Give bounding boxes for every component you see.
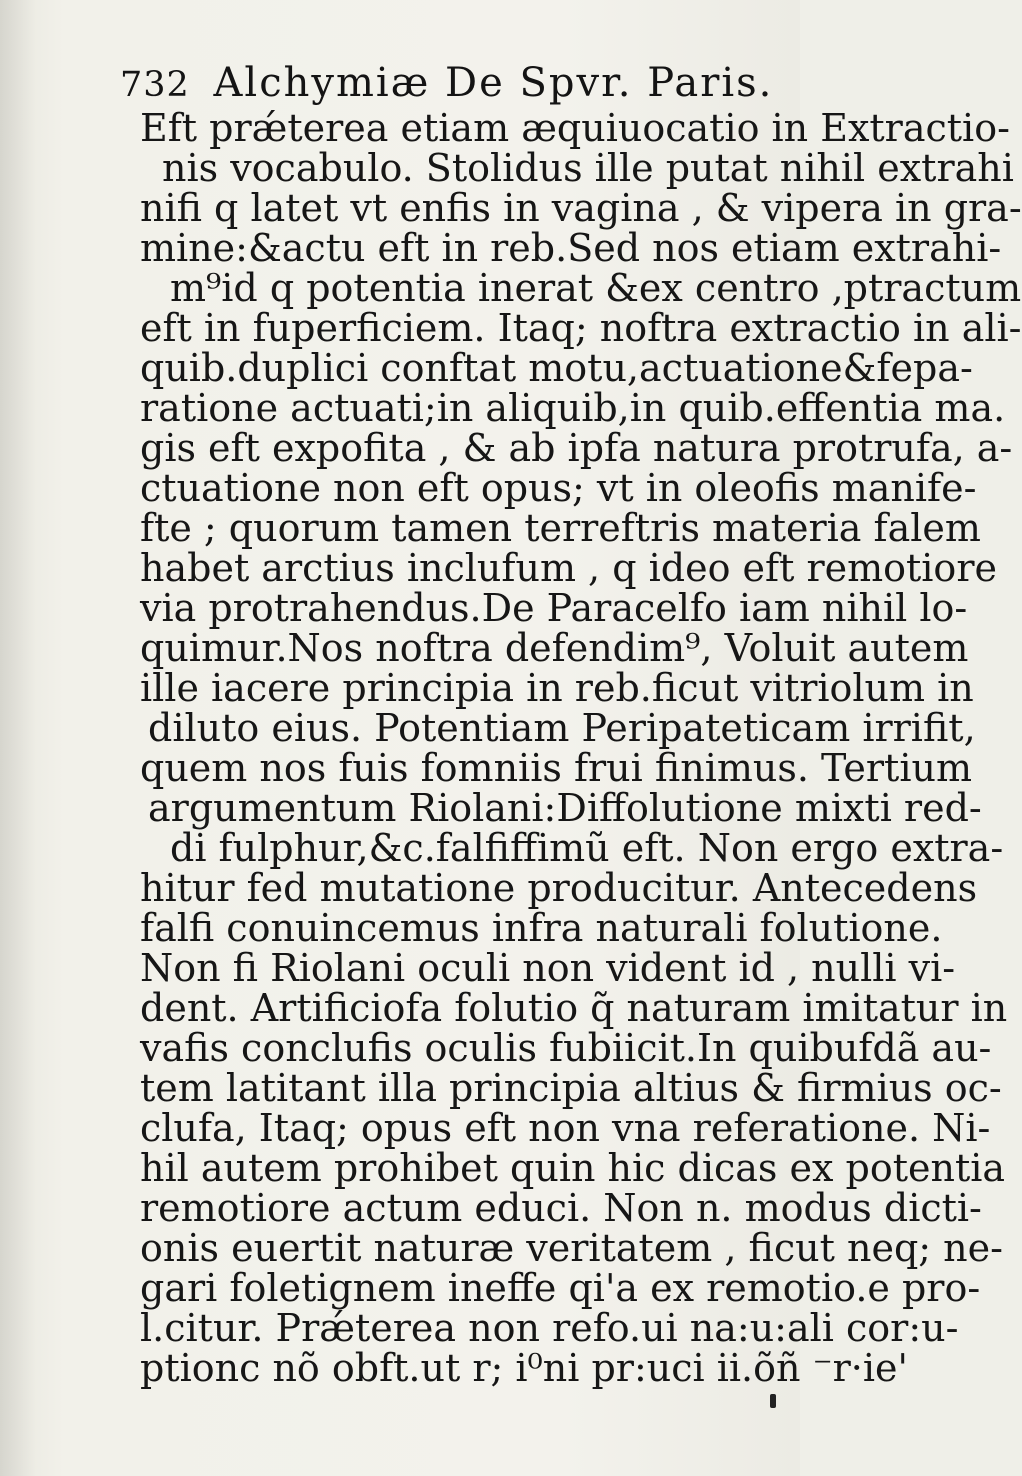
text-line: fte ; quorum tamen terreftris materia falem <box>140 506 981 550</box>
text-line: dent. Artificiofa folutio q̃ naturam imitatur in <box>140 986 1008 1030</box>
text-line: nifi q latet vt enfis in vagina , & vipera in gra- <box>140 186 1022 230</box>
text-line: ille iacere principia in reb.ficut vitriolum in <box>140 666 974 710</box>
text-line: via protrahendus.De Paracelfo iam nihil lo- <box>140 586 968 630</box>
text-line: mine:&actu eft in reb.Sed nos etiam extrahi- <box>140 226 1002 270</box>
text-line: hil autem prohibet quin hic dicas ex potentia <box>140 1146 1006 1190</box>
body-text <box>140 106 1022 1390</box>
text-line: di fulphur,&c.falfiffimũ eft. Non ergo extra- <box>170 826 1004 870</box>
text-line: habet arctius inclufum , q ideo eft remotiore <box>140 546 997 590</box>
text-line: ptionc nõ obft.ut r; i⁰ni pr:uci ii.õñ ⁻r·ie' <box>140 1346 908 1390</box>
page-number: 732 <box>120 65 190 105</box>
text-line: gis eft expofita , & ab ipfa natura protrufa, a- <box>140 426 1013 470</box>
text-line: onis euertit naturæ veritatem , ficut neq; ne- <box>140 1226 1003 1270</box>
text-line: m⁹id q potentia inerat &ex centro ,ptractum <box>170 266 1022 310</box>
text-line: eft in fuperficiem. Itaq; noftra extractio in ali- <box>140 306 1022 350</box>
running-head <box>120 58 780 108</box>
text-line: falfi conuincemus infra naturali folutione. <box>140 906 943 950</box>
text-line: ctuatione non eft opus; vt in oleofis manife- <box>140 466 977 510</box>
text-line: diluto eius. Potentiam Peripateticam irrifit, <box>148 706 976 750</box>
text-line: quib.duplici conftat motu,actuatione&fepa- <box>140 346 973 390</box>
text-line: l.citur. Prǽterea non refo.ui na:u:ali cor:u- <box>140 1306 959 1350</box>
text-line: Eft prǽterea etiam æquiuocatio in Extractio- <box>140 106 1010 150</box>
text-line: gari foletignem ineffe qi'a ex remotio.e pro- <box>140 1266 981 1310</box>
text-line: vafis conclufis oculis fubiicit.In quibufdã au- <box>140 1026 992 1070</box>
text-line: clufa, Itaq; opus eft non vna referatione. Ni- <box>140 1106 991 1150</box>
page-gutter-shadow <box>0 0 36 1476</box>
ink-mark <box>770 1394 776 1408</box>
text-line: quem nos fuis fomniis frui finimus. Tertium <box>140 746 972 790</box>
text-line: ratione actuati;in aliquib,in quib.effentia ma. <box>140 386 1006 430</box>
text-line: remotiore actum educi. Non n. modus dicti- <box>140 1186 982 1230</box>
text-line: Non fi Riolani oculi non vident id , nulli vi- <box>140 946 956 990</box>
text-line: nis vocabulo. Stolidus ille putat nihil extrahi <box>162 146 1014 190</box>
running-title: Alchymiæ De Spvr. Paris. <box>213 60 774 106</box>
text-line: argumentum Riolani:Diffolutione mixti red- <box>148 786 982 830</box>
text-line: hitur fed mutatione producitur. Antecedens <box>140 866 978 910</box>
text-line: tem latitant illa principia altius & firmius oc- <box>140 1066 1002 1110</box>
text-line: quimur.Nos noftra defendim⁹, Voluit autem <box>140 626 969 670</box>
